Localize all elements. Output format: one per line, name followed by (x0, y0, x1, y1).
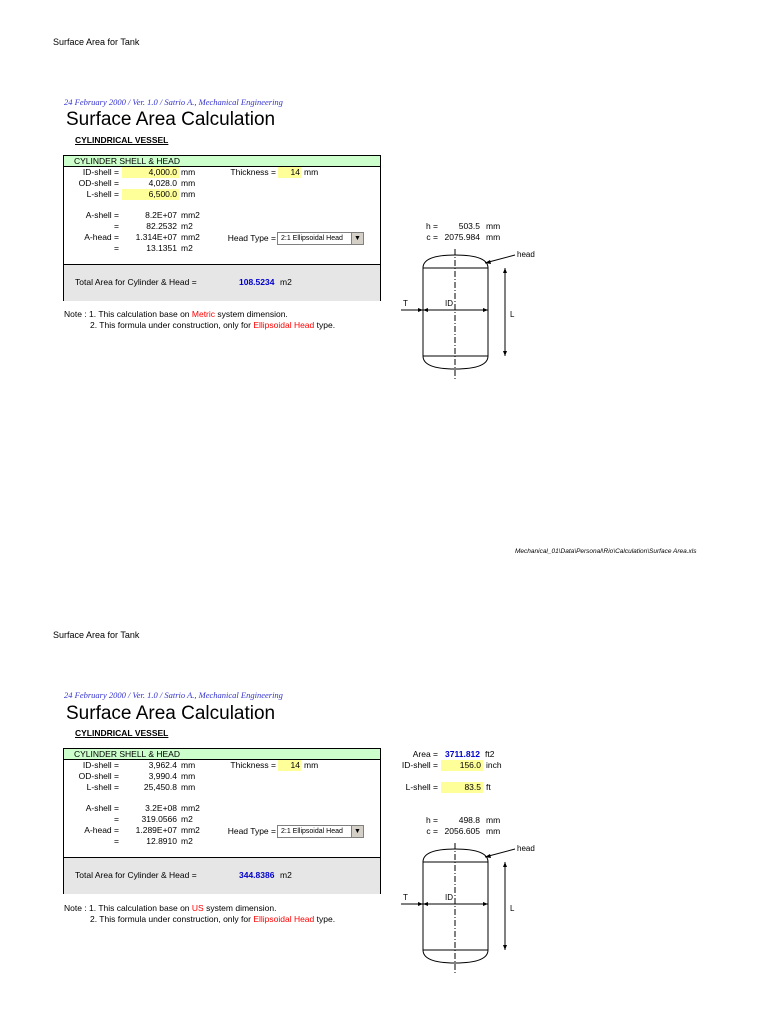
total-label: Total Area for Cylinder & Head = (75, 277, 197, 287)
note-2: 2. This formula under construction, only for Ellipsoidal Head type. (90, 320, 336, 330)
l-shell-unit: mm (181, 782, 196, 792)
us-l-shell-label: L-shell = (405, 782, 438, 792)
a-shell-value-mm2: 3.2E+08 (145, 803, 177, 813)
a-head-unit-mm2: mm2 (181, 232, 200, 242)
id-shell-value: 3,962.4 (148, 760, 177, 770)
box-title: CYLINDER SHELL & HEAD (64, 749, 380, 760)
diagram-t-label: T (403, 299, 408, 308)
box-title: CYLINDER SHELL & HEAD (64, 156, 380, 167)
thickness-input[interactable]: 14 (278, 167, 301, 178)
total-value: 344.8386 (239, 870, 275, 880)
section-subtitle: CYLINDRICAL VESSEL (75, 135, 169, 145)
diagram-id-label: ID (445, 299, 453, 308)
a-shell-unit-mm2: mm2 (181, 210, 200, 220)
id-shell-unit: mm (181, 760, 196, 770)
od-shell-value: 4,028.0 (148, 178, 177, 188)
head-type-select[interactable] (277, 232, 364, 245)
thickness-unit: mm (304, 760, 319, 770)
a-shell-unit-m2: m2 (181, 814, 193, 824)
h-label: h = (425, 815, 438, 825)
head-type-label: Head Type = (227, 826, 276, 836)
c-unit: mm (486, 826, 501, 836)
diagram-l-label: L (510, 310, 515, 319)
page-header: Surface Area for Tank (53, 630, 140, 640)
note-2: 2. This formula under construction, only for Ellipsoidal Head type. (90, 914, 336, 924)
od-shell-label: OD-shell = (78, 771, 119, 781)
note-1: Note : 1. This calculation base on Metric system dimension. (64, 309, 288, 319)
us-l-shell-unit: ft (486, 782, 491, 792)
h-value: 503.5 (458, 221, 480, 231)
thickness-label: Thickness = (230, 760, 276, 770)
total-row (64, 264, 380, 301)
vessel-diagram (395, 245, 545, 385)
total-label: Total Area for Cylinder & Head = (75, 870, 197, 880)
thickness-unit: mm (304, 167, 319, 177)
note-1-system: Metric (191, 309, 216, 319)
page-header: Surface Area for Tank (53, 37, 140, 47)
h-label: h = (425, 221, 438, 231)
a-shell-eq: = (114, 814, 119, 824)
thickness-label: Thickness = (230, 167, 276, 177)
a-shell-unit-m2: m2 (181, 221, 193, 231)
us-id-shell-input[interactable]: 156.0 (441, 760, 483, 771)
total-value: 108.5234 (239, 277, 275, 287)
note-2-head: Ellipsoidal Head (253, 914, 315, 924)
a-head-unit-m2: m2 (181, 836, 193, 846)
page-title: Surface Area Calculation (66, 109, 276, 130)
l-shell-label: L-shell = (86, 189, 119, 199)
a-shell-eq: = (114, 221, 119, 231)
l-shell-unit: mm (181, 189, 196, 199)
h-unit: mm (486, 815, 501, 825)
a-head-eq: = (114, 243, 119, 253)
calc-box (63, 155, 381, 301)
c-value: 2056.605 (444, 826, 480, 836)
a-head-eq: = (114, 836, 119, 846)
area-unit: ft2 (485, 749, 495, 759)
footer-path: Mechanical_01\Data\Personal\Rio\Calculation\Surface Area.xls (515, 548, 697, 555)
a-head-label: A-head = (84, 825, 119, 835)
dropdown-arrow-icon[interactable]: ▼ (351, 233, 363, 244)
a-head-unit-m2: m2 (181, 243, 193, 253)
thickness-input[interactable]: 14 (278, 760, 301, 771)
diagram-l-label: L (510, 904, 515, 913)
diagram-head-label: head (517, 844, 535, 853)
a-head-value-m2: 13.1351 (146, 243, 177, 253)
a-shell-value-mm2: 8.2E+07 (145, 210, 177, 220)
area-label: Area = (412, 749, 438, 759)
id-shell-input[interactable]: 4,000.0 (122, 167, 179, 178)
diagram-id-label: ID (445, 893, 453, 902)
a-shell-value-m2: 319.0566 (141, 814, 177, 824)
head-type-value: 2:1 Ellipsoidal Head (281, 828, 343, 835)
head-type-label: Head Type = (227, 233, 276, 243)
total-unit: m2 (280, 870, 292, 880)
note-2-head: Ellipsoidal Head (253, 320, 315, 330)
a-shell-value-m2: 82.2532 (146, 221, 177, 231)
od-shell-label: OD-shell = (78, 178, 119, 188)
head-type-select[interactable] (277, 825, 364, 838)
head-type-value: 2:1 Ellipsoidal Head (281, 235, 343, 242)
a-head-value-m2: 12.8910 (146, 836, 177, 846)
total-unit: m2 (280, 277, 292, 287)
id-shell-unit: mm (181, 167, 196, 177)
us-id-shell-unit: inch (486, 760, 502, 770)
c-value: 2075.984 (444, 232, 480, 242)
us-id-shell-label: ID-shell = (401, 760, 438, 770)
od-shell-unit: mm (181, 178, 196, 188)
page-title: Surface Area Calculation (66, 703, 276, 724)
section-subtitle: CYLINDRICAL VESSEL (75, 728, 169, 738)
c-label: c = (426, 232, 438, 242)
us-l-shell-input[interactable]: 83.5 (441, 782, 483, 793)
h-unit: mm (486, 221, 501, 231)
vessel-diagram (395, 839, 545, 979)
a-shell-label: A-shell = (85, 803, 119, 813)
a-shell-label: A-shell = (85, 210, 119, 220)
a-head-label: A-head = (84, 232, 119, 242)
a-shell-unit-mm2: mm2 (181, 803, 200, 813)
id-shell-label: ID-shell = (82, 760, 119, 770)
area-value: 3711.812 (445, 749, 480, 759)
a-head-unit-mm2: mm2 (181, 825, 200, 835)
h-value: 498.8 (458, 815, 480, 825)
diagram-t-label: T (403, 893, 408, 902)
note-1-system: US (191, 903, 204, 913)
dropdown-arrow-icon[interactable]: ▼ (351, 826, 363, 837)
od-shell-unit: mm (181, 771, 196, 781)
meta-line: 24 February 2000 / Ver. 1.0 / Satrio A., Mechanical Engineering (64, 97, 283, 107)
a-head-value-mm2: 1.314E+07 (135, 232, 177, 242)
c-unit: mm (486, 232, 501, 242)
l-shell-input[interactable]: 6,500.0 (122, 189, 179, 200)
id-shell-label: ID-shell = (82, 167, 119, 177)
l-shell-value: 25,450.8 (143, 782, 177, 792)
calc-box (63, 748, 381, 894)
diagram-head-label: head (517, 250, 535, 259)
c-label: c = (426, 826, 438, 836)
od-shell-value: 3,990.4 (148, 771, 177, 781)
note-1: Note : 1. This calculation base on US system dimension. (64, 903, 277, 913)
total-row (64, 857, 380, 894)
meta-line: 24 February 2000 / Ver. 1.0 / Satrio A., Mechanical Engineering (64, 690, 283, 700)
l-shell-label: L-shell = (86, 782, 119, 792)
a-head-value-mm2: 1.289E+07 (135, 825, 177, 835)
